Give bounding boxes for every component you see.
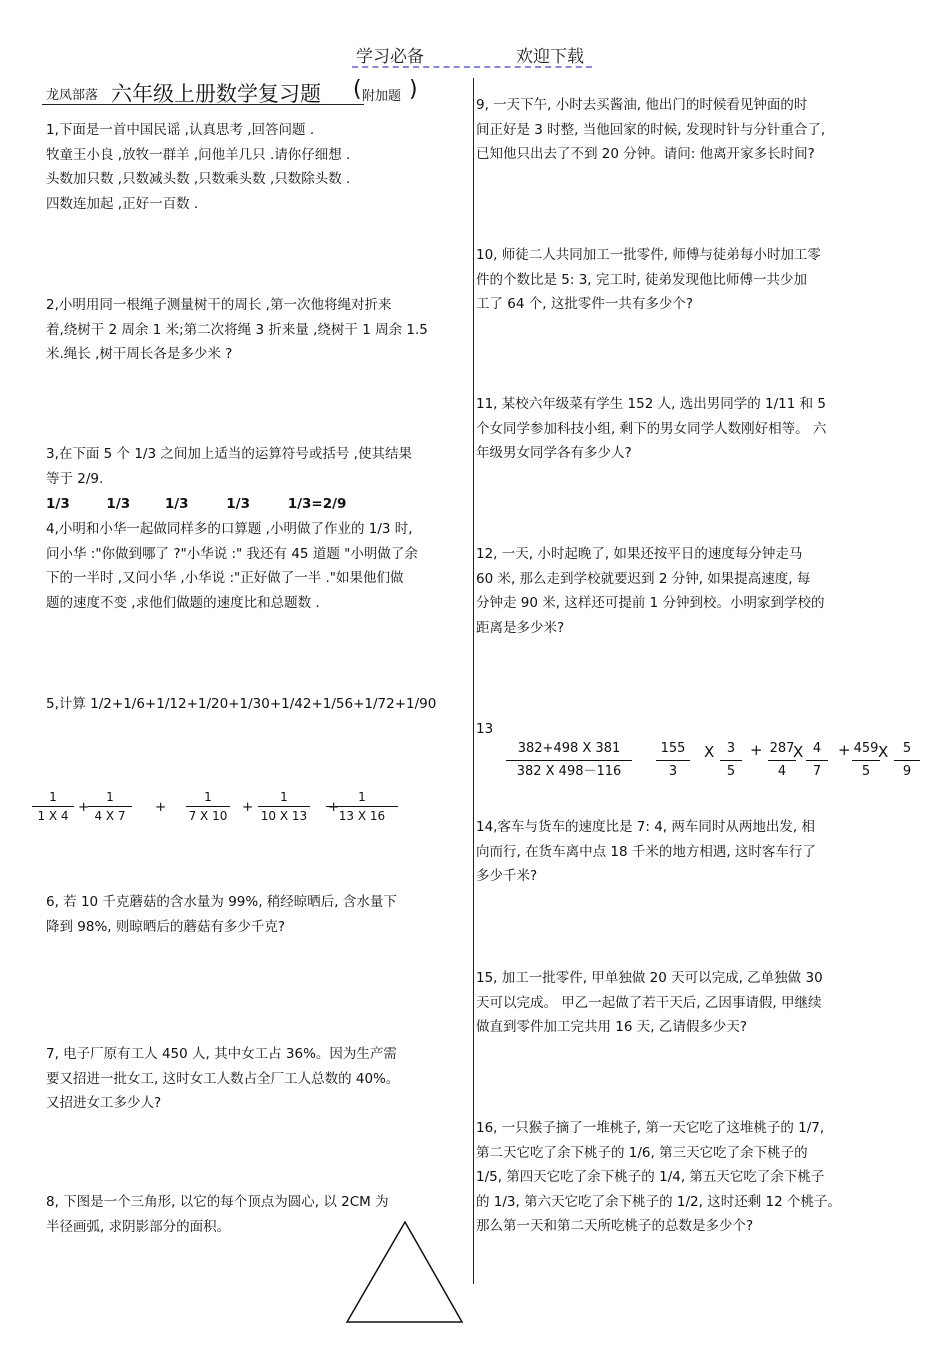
plus-sign: + <box>328 799 340 815</box>
q9-line: 已知他只出去了不到 20 分钟。请问: 他离开家多长时间? <box>476 146 815 162</box>
q9-line: 间正好是 3 时整, 当他回家的时候, 发现时针与分针重合了, <box>476 121 826 138</box>
q2-line: 2,小明用同一根绳子测量树干的周长 ,第一次他将绳对折来 <box>46 297 392 313</box>
q12-line: 距离是多少米? <box>476 619 565 636</box>
q14-line: 14,客车与货车的速度比是 7: 4, 两车同时从两地出发, 相 <box>476 819 815 835</box>
q15-line: 天可以完成。 甲乙一起做了若干天后, 乙因事请假, 甲继续 <box>476 994 822 1011</box>
fraction-bar <box>852 760 880 761</box>
denominator: 13 X 16 <box>338 809 386 823</box>
question-14 <box>476 815 816 889</box>
plus-sign: + <box>838 741 851 759</box>
times-sign: X <box>793 743 804 761</box>
q16-line: 1/5, 第四天它吃了余下桃子的 1/4, 第五天它吃了余下桃子 <box>476 1169 825 1185</box>
plus-sign: + <box>242 799 254 815</box>
question-11 <box>476 392 826 466</box>
q15-line: 做直到零件加工完共用 16 天, 乙请假多少天? <box>476 1019 748 1035</box>
denominator: 382 X 498－116 <box>516 764 622 779</box>
denominator: 1 X 4 <box>37 809 69 823</box>
q13-fraction <box>720 741 742 780</box>
q7-line: 要又招进一批女工, 这时女工人数占全厂工人总数的 40%。 <box>46 1070 400 1087</box>
question-2 <box>46 293 428 367</box>
question-4 <box>46 517 418 615</box>
q5b-fraction <box>326 790 398 823</box>
question-16 <box>476 1116 841 1239</box>
denominator: 4 <box>777 764 787 779</box>
q6-line: 6, 若 10 千克蘑菇的含水量为 99%, 稍经晾晒后, 含水量下 <box>46 894 397 910</box>
numerator: 459 <box>853 741 879 756</box>
q10-line: 工了 64 个, 这批零件一共有多少个? <box>476 296 694 312</box>
q10-line: 件的个数比是 5: 3, 完工时, 徒弟发现他比师傅一共少加 <box>476 271 807 288</box>
q12-line: 12, 一天, 小时起晚了, 如果还按平日的速度每分钟走马 <box>476 546 803 562</box>
plus-sign: + <box>750 741 763 759</box>
q14-line: 多少千米? <box>476 868 538 884</box>
q4-line: 下的一半时 ,又问小华 ,小华说 :"正好做了一半 ."如果他们做 <box>46 570 404 586</box>
q3-term: 1/3 <box>46 496 70 512</box>
triangle-shape <box>347 1222 462 1322</box>
q16-line: 第二天它吃了余下桃子的 1/6, 第三天它吃了余下桃子的 <box>476 1144 808 1161</box>
numerator: 4 <box>812 741 822 756</box>
fraction-bar <box>186 806 230 807</box>
column-divider <box>473 78 474 1284</box>
denominator: 9 <box>902 764 912 779</box>
q12-line: 60 米, 那么走到学校就要迟到 2 分钟, 如果提高速度, 每 <box>476 570 811 587</box>
times-sign: X <box>704 743 715 761</box>
q16-line: 的 1/3, 第六天它吃了余下桃子的 1/2, 这时还剩 12 个桃子。 <box>476 1193 841 1210</box>
q13-fraction <box>806 741 828 780</box>
q3-term: 1/3 <box>226 496 250 512</box>
q9-line: 9, 一天下午, 小时去买酱油, 他出门的时候看见钟面的时 <box>476 97 808 113</box>
q14-line: 向而行, 在货车离中点 18 千米的地方相遇, 这时客车行了 <box>476 843 816 860</box>
question-10 <box>476 243 821 317</box>
q3-term: 1/3 <box>164 496 189 512</box>
q5b-fraction <box>258 790 310 823</box>
plus-sign: + <box>78 799 90 815</box>
header-left: 学习必备 <box>356 47 424 67</box>
denominator: 5 <box>861 764 871 779</box>
q3-expression <box>46 492 346 517</box>
fraction-bar <box>32 806 74 807</box>
fraction-bar <box>894 760 920 761</box>
q3-term: 1/3 <box>106 496 131 512</box>
fraction-bar <box>806 760 828 761</box>
q8-line: 8, 下图是一个三角形, 以它的每个顶点为圆心, 以 2CM 为 <box>46 1194 389 1210</box>
denominator: 3 <box>668 764 678 779</box>
fraction-bar <box>88 806 132 807</box>
q5b-fraction <box>32 790 74 823</box>
q1-line: 头数加只数 ,只数减头数 ,只数乘头数 ,只数除头数 . <box>46 171 351 187</box>
header-divider <box>352 66 592 68</box>
numerator: 1 <box>358 790 366 804</box>
title-open-paren: ( <box>353 77 362 102</box>
question-15 <box>476 966 823 1040</box>
fraction-bar <box>258 806 310 807</box>
denominator: 7 <box>812 764 822 779</box>
denominator: 10 X 13 <box>260 809 308 823</box>
q7-line: 又招进女工多少人? <box>46 1095 162 1111</box>
q2-line: 着,绕树干 2 周余 1 米;第二次将绳 3 折来量 ,绕树干 1 周余 1.5 <box>46 321 428 338</box>
numerator: 1 <box>106 790 114 804</box>
q13-fraction <box>768 741 796 780</box>
numerator: 287 <box>769 741 795 756</box>
q2-line: 米.绳长 ,树干周长各是多少米 ? <box>46 346 233 362</box>
q10-line: 10, 师徒二人共同加工一批零件, 师傅与徒弟每小时加工零 <box>476 247 821 263</box>
q3-line: 3,在下面 5 个 1/3 之间加上适当的运算符号或括号 ,使其结果 <box>46 446 412 462</box>
q13-fraction <box>894 741 920 780</box>
numerator: 5 <box>902 741 912 756</box>
q11-line: 个女同学参加科技小组, 剩下的男女同学人数刚好相等。 六 <box>476 420 827 437</box>
numerator: 382+498 X 381 <box>517 741 621 756</box>
fraction-bar <box>720 760 742 761</box>
q5b-fraction <box>88 790 132 823</box>
fraction-bar <box>656 760 690 761</box>
fraction-bar <box>326 806 398 807</box>
q12-line: 分钟走 90 米, 这样还可提前 1 分钟到校。小明家到学校的 <box>476 595 825 611</box>
page-title: 六年级上册数学复习题 <box>111 82 321 106</box>
numerator: 1 <box>204 790 212 804</box>
q6-line: 降到 98%, 则晾晒后的蘑菇有多少千克? <box>46 918 286 935</box>
numerator: 1 <box>49 790 57 804</box>
q16-line: 16, 一只猴子摘了一堆桃子, 第一天它吃了这堆桃子的 1/7, <box>476 1120 825 1136</box>
question-12 <box>476 542 825 640</box>
q8-line: 半径画弧, 求阴影部分的面积。 <box>46 1218 231 1235</box>
q13-fraction-a <box>506 741 632 780</box>
q4-line: 问小华 :"你做到哪了 ?"小华说 :" 我还有 45 道题 "小明做了余 <box>46 545 418 562</box>
question-9 <box>476 93 825 167</box>
q3-term: 1/3=2/9 <box>287 496 347 512</box>
q13-label: 13 <box>476 721 494 737</box>
q11-line: 年级男女同学各有多少人? <box>476 445 632 461</box>
question-3 <box>46 442 412 491</box>
question-7 <box>46 1042 399 1116</box>
question-8 <box>46 1190 389 1239</box>
fraction-bar <box>768 760 796 761</box>
question-6 <box>46 890 397 939</box>
q16-line: 那么第一天和第二天所吃桃子的总数是多少个? <box>476 1218 754 1234</box>
question-1 <box>46 118 350 216</box>
denominator: 4 X 7 <box>94 809 126 823</box>
q13-fraction <box>656 741 690 780</box>
plus-sign: + <box>155 799 167 815</box>
q15-line: 15, 加工一批零件, 甲单独做 20 天可以完成, 乙单独做 30 <box>476 970 823 986</box>
denominator: 7 X 10 <box>188 809 228 823</box>
q3-line: 等于 2/9. <box>46 470 104 487</box>
header-right: 欢迎下载 <box>516 47 584 67</box>
title-prefix: 龙凤部落 <box>46 88 99 103</box>
denominator: 5 <box>726 764 736 779</box>
title-note: 附加题 <box>362 89 402 104</box>
q4-line: 题的速度不变 ,求他们做题的速度比和总题数 . <box>46 594 320 611</box>
q13-fraction <box>852 741 880 780</box>
question-5: 5,计算 1/2+1/6+1/12+1/20+1/30+1/42+1/56+1/72+1/90 <box>46 696 437 712</box>
title-close-paren: ) <box>409 77 418 102</box>
title-underline <box>42 104 364 105</box>
numerator: 1 <box>280 790 288 804</box>
q1-line: 四数连加起 ,正好一百数 . <box>46 195 199 212</box>
triangle-diagram <box>340 1218 470 1328</box>
q1-line: 牧童王小良 ,放牧一群羊 ,问他羊几只 .请你仔细想 . <box>46 146 351 163</box>
q4-line: 4,小明和小华一起做同样多的口算题 ,小明做了作业的 1/3 时, <box>46 521 413 537</box>
q5b-fraction <box>186 790 230 823</box>
fraction-bar <box>506 760 632 761</box>
q1-line: 1,下面是一首中国民谣 ,认真思考 ,回答问题 . <box>46 122 315 138</box>
numerator: 155 <box>660 741 686 756</box>
q7-line: 7, 电子厂原有工人 450 人, 其中女工占 36%。因为生产需 <box>46 1046 397 1062</box>
q11-line: 11, 某校六年级菜有学生 152 人, 选出男同学的 1/11 和 5 <box>476 396 826 412</box>
times-sign: X <box>878 743 889 761</box>
numerator: 3 <box>726 741 736 756</box>
